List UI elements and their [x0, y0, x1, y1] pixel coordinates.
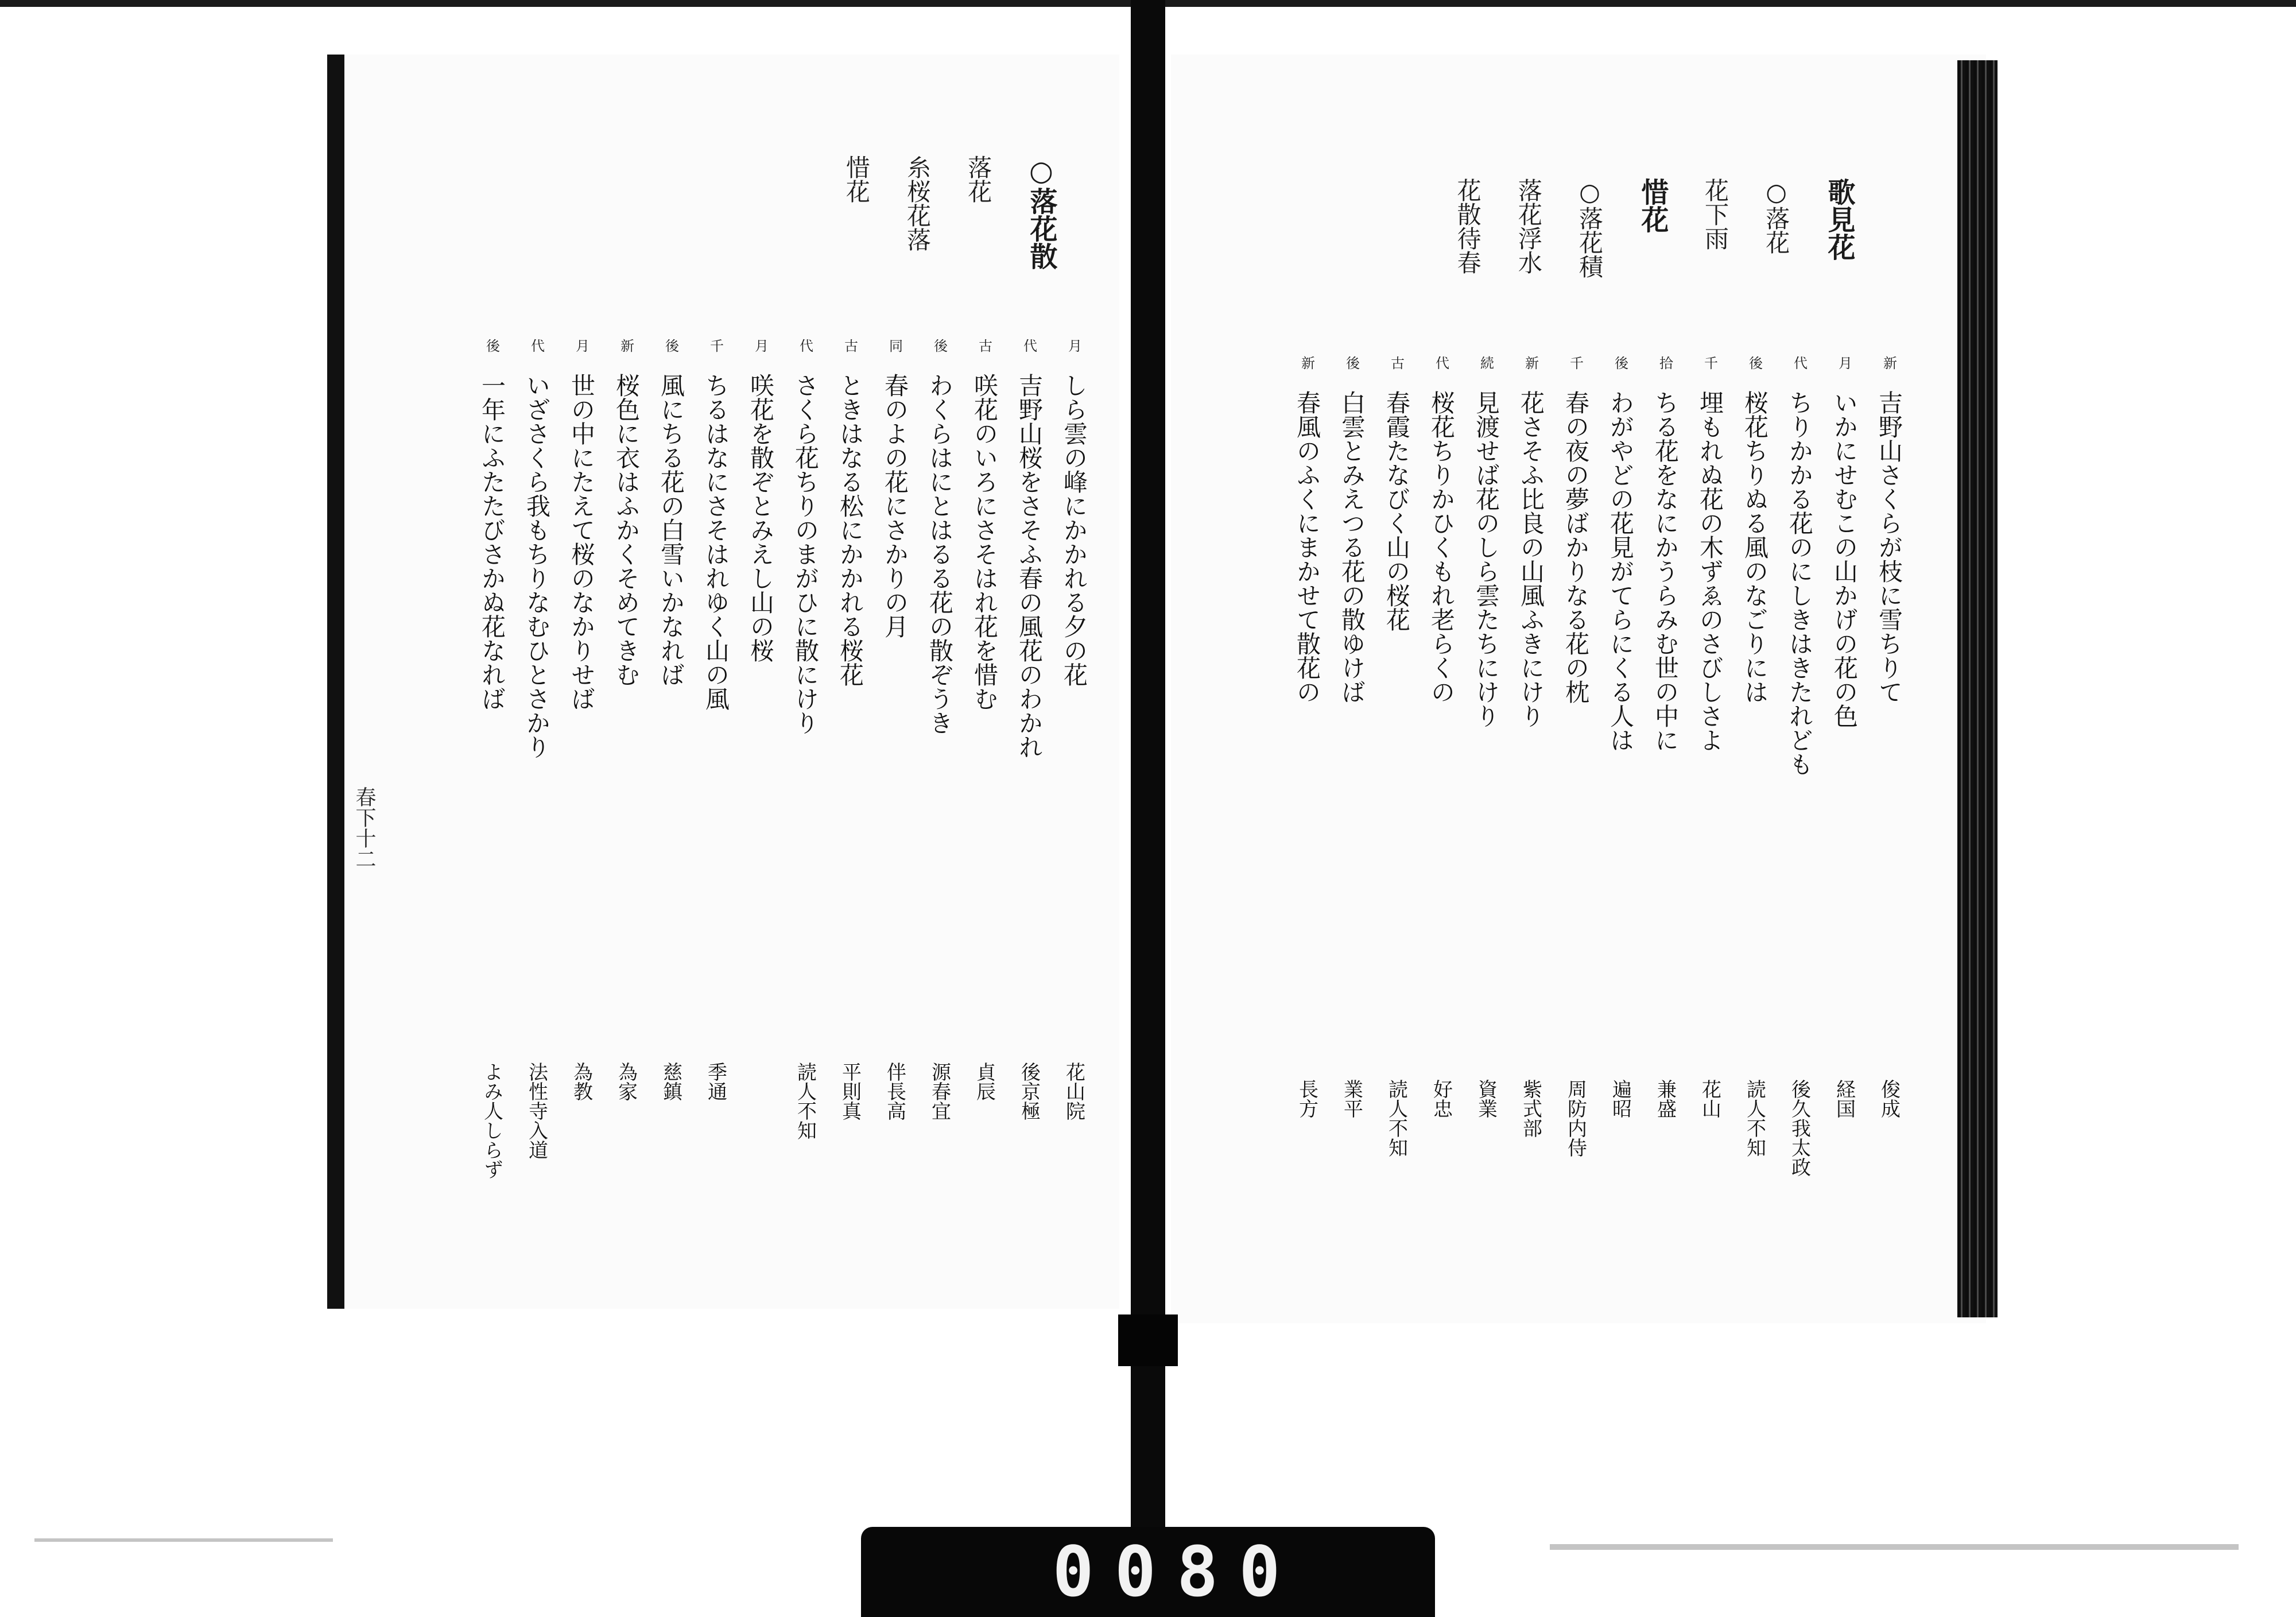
anthology-mark: 続	[1477, 356, 1494, 370]
poem-author: 俊成	[1877, 1079, 1901, 1118]
poem-column	[1425, 356, 1458, 1217]
anthology-mark: 代	[1021, 339, 1037, 352]
poem-column	[1783, 356, 1816, 1217]
poem-author: 資業	[1474, 1079, 1498, 1118]
poem-author: 長方	[1295, 1079, 1318, 1118]
anthology-mark: 古	[976, 339, 992, 352]
poem-author: 平則真	[838, 1062, 862, 1120]
anthology-mark: 月	[1836, 356, 1852, 370]
poem-column	[1469, 356, 1503, 1217]
anthology-mark: 後	[1343, 356, 1360, 370]
section-heading: 花散待春	[1453, 178, 1482, 274]
anthology-mark: 代	[528, 339, 545, 352]
anthology-mark: 新	[1522, 356, 1539, 370]
poem-column	[1013, 339, 1046, 1223]
poem-text: 春風のふくにまかせて散花の	[1293, 390, 1321, 704]
poem-text: 春のよの花にさかりの月	[881, 373, 909, 638]
section-heading: 花下雨	[1701, 178, 1730, 250]
poem-author: 紫式部	[1519, 1079, 1542, 1138]
poem-author: 兼盛	[1653, 1079, 1677, 1118]
poem-author: 為教	[569, 1062, 593, 1101]
poem-column	[1693, 356, 1727, 1217]
poem-column	[1057, 339, 1091, 1223]
poem-text: 一年にふたたびさかぬ花なれば	[478, 373, 506, 711]
anthology-mark: 古	[841, 339, 858, 352]
poem-text: わがやどの花見がてらにくる人は	[1607, 390, 1635, 752]
right-page-headings	[1217, 178, 1854, 362]
poem-text: いかにせむこの山かげの花の色	[1830, 390, 1859, 728]
poem-author: 経国	[1832, 1079, 1856, 1118]
poem-author: 好忠	[1429, 1079, 1453, 1118]
poem-text: 世の中にたえて桜のなかりせば	[568, 373, 596, 711]
poem-column	[1649, 356, 1682, 1217]
poem-column	[878, 339, 912, 1223]
anthology-mark: 千	[707, 339, 724, 352]
poem-author: 季通	[704, 1062, 727, 1101]
scan-noise	[34, 1538, 333, 1542]
poem-column	[520, 339, 553, 1223]
spine-clip	[1118, 1314, 1178, 1366]
section-heading: ○落花	[1762, 178, 1791, 254]
poem-column	[744, 339, 777, 1223]
poem-text: 吉野山桜をさそふ春の風花のわかれ	[1015, 373, 1044, 759]
section-heading: 惜花	[1636, 178, 1669, 233]
left-page-headings	[367, 155, 1056, 344]
poem-author: 法性寺入道	[525, 1062, 548, 1160]
poem-author: 花山院	[1062, 1062, 1085, 1120]
anthology-mark: 後	[931, 339, 948, 352]
poem-column	[833, 339, 867, 1223]
poem-column	[1559, 356, 1592, 1217]
poem-text: 風にちる花の白雪いかなれば	[657, 373, 685, 687]
poem-author: 業平	[1340, 1079, 1363, 1118]
poem-author: 読人不知	[1743, 1079, 1766, 1157]
poem-text: しら雲の峰にかかれる夕の花	[1060, 373, 1088, 687]
poem-text: 咲花のいろにさそはれ花を惜む	[971, 373, 999, 711]
poem-column	[475, 339, 509, 1223]
frame-number: 0080	[1052, 1533, 1301, 1612]
poem-column	[1872, 356, 1906, 1217]
poem-column	[1380, 356, 1413, 1217]
poem-text: 咲花を散ぞとみえし山の桜	[747, 373, 775, 662]
poem-author: 花山	[1698, 1079, 1721, 1118]
poem-text: 桜色に衣はふかくそめてきむ	[612, 373, 641, 687]
section-heading: ○落花積	[1576, 178, 1604, 278]
anthology-mark: 新	[1298, 356, 1315, 370]
poem-text: 見渡せば花のしら雲たちにけり	[1472, 390, 1500, 728]
poem-text: ちりかかる花のにしきはきたれども	[1786, 390, 1814, 776]
anthology-mark: 月	[573, 339, 589, 352]
poem-author: 源春宜	[928, 1062, 951, 1120]
poem-column	[789, 339, 822, 1223]
poem-column	[654, 339, 688, 1223]
left-page-edge	[327, 55, 344, 1309]
anthology-mark: 後	[662, 339, 679, 352]
poem-text: 春霞たなびく山の桜花	[1383, 390, 1411, 631]
anthology-mark: 後	[483, 339, 500, 352]
poem-text: 白雲とみえつる花の散ゆけば	[1338, 390, 1366, 704]
anthology-mark: 千	[1701, 356, 1718, 370]
anthology-mark: 月	[1065, 339, 1082, 352]
poem-author: 周防内侍	[1564, 1079, 1587, 1157]
anthology-mark: 古	[1388, 356, 1405, 370]
section-heading: 落花	[964, 155, 993, 203]
poem-text: 花さそふ比良の山風ふきにけり	[1517, 390, 1545, 728]
left-page-poems	[385, 339, 1091, 1223]
section-heading: 糸桜花落	[903, 155, 932, 251]
poem-column	[1290, 356, 1324, 1217]
right-page-edge	[1957, 60, 1998, 1317]
poem-text: 桜花ちりかひくもれ老らくの	[1428, 390, 1456, 704]
poem-column	[1335, 356, 1368, 1217]
poem-text: いざさくら我もちりなむひとさかり	[523, 373, 551, 759]
poem-author: 伴長高	[883, 1062, 906, 1120]
poem-text: ちるはなにさそはれゆく山の風	[702, 373, 730, 711]
poem-column	[699, 339, 732, 1223]
book-spine	[1131, 0, 1165, 1617]
poem-author: 後京極	[1017, 1062, 1041, 1120]
section-heading: 惜花	[842, 155, 871, 203]
poem-author: 読人不知	[1384, 1079, 1408, 1157]
poem-column	[1828, 356, 1861, 1217]
anthology-mark: 同	[886, 339, 903, 352]
scan-noise	[1550, 1544, 2239, 1550]
poem-text: 春の夜の夢ばかりなる花の枕	[1562, 390, 1590, 704]
poem-author: 貞辰	[972, 1062, 996, 1101]
anthology-mark: 拾	[1657, 356, 1673, 370]
poem-text: さくら花ちりのまがひに散にけり	[792, 373, 820, 735]
section-heading: ○落花散	[1025, 155, 1057, 270]
poem-author: 遍昭	[1608, 1079, 1632, 1118]
anthology-mark: 千	[1567, 356, 1584, 370]
poem-text: 桜花ちりぬる風のなごりには	[1741, 390, 1769, 704]
poem-column	[610, 339, 643, 1223]
page-label: 春下十二	[352, 786, 376, 869]
poem-text: ちる花をなにかうらみむ世の中に	[1651, 390, 1680, 752]
poem-column	[1514, 356, 1548, 1217]
poem-author: よみ人しらず	[480, 1062, 503, 1179]
anthology-mark: 代	[797, 339, 813, 352]
poem-column	[565, 339, 598, 1223]
anthology-mark: 新	[1880, 356, 1897, 370]
right-page-poems	[1217, 356, 1906, 1217]
poem-author: 慈鎮	[659, 1062, 682, 1101]
poem-text: ときはなる松にかかれる桜花	[836, 373, 864, 687]
anthology-mark: 後	[1746, 356, 1763, 370]
poem-text: わくらはにとはるる花の散ぞうき	[926, 373, 954, 735]
poem-column	[923, 339, 956, 1223]
anthology-mark: 代	[1791, 356, 1808, 370]
poem-text: 埋もれぬ花の木ずゑのさびしさよ	[1696, 390, 1724, 752]
anthology-mark: 代	[1433, 356, 1449, 370]
poem-column	[968, 339, 1001, 1223]
poem-author: 為家	[614, 1062, 638, 1101]
anthology-mark: 後	[1612, 356, 1628, 370]
poem-text: 吉野山さくらが枝に雪ちりて	[1875, 390, 1903, 704]
poem-author: 後久我太政	[1787, 1079, 1811, 1177]
anthology-mark: 月	[752, 339, 769, 352]
section-heading: 歌見花	[1823, 178, 1855, 261]
anthology-mark: 新	[618, 339, 634, 352]
poem-column	[1738, 356, 1771, 1217]
section-heading: 落花浮水	[1514, 178, 1543, 274]
poem-author: 読人不知	[793, 1062, 817, 1140]
poem-column	[1604, 356, 1637, 1217]
